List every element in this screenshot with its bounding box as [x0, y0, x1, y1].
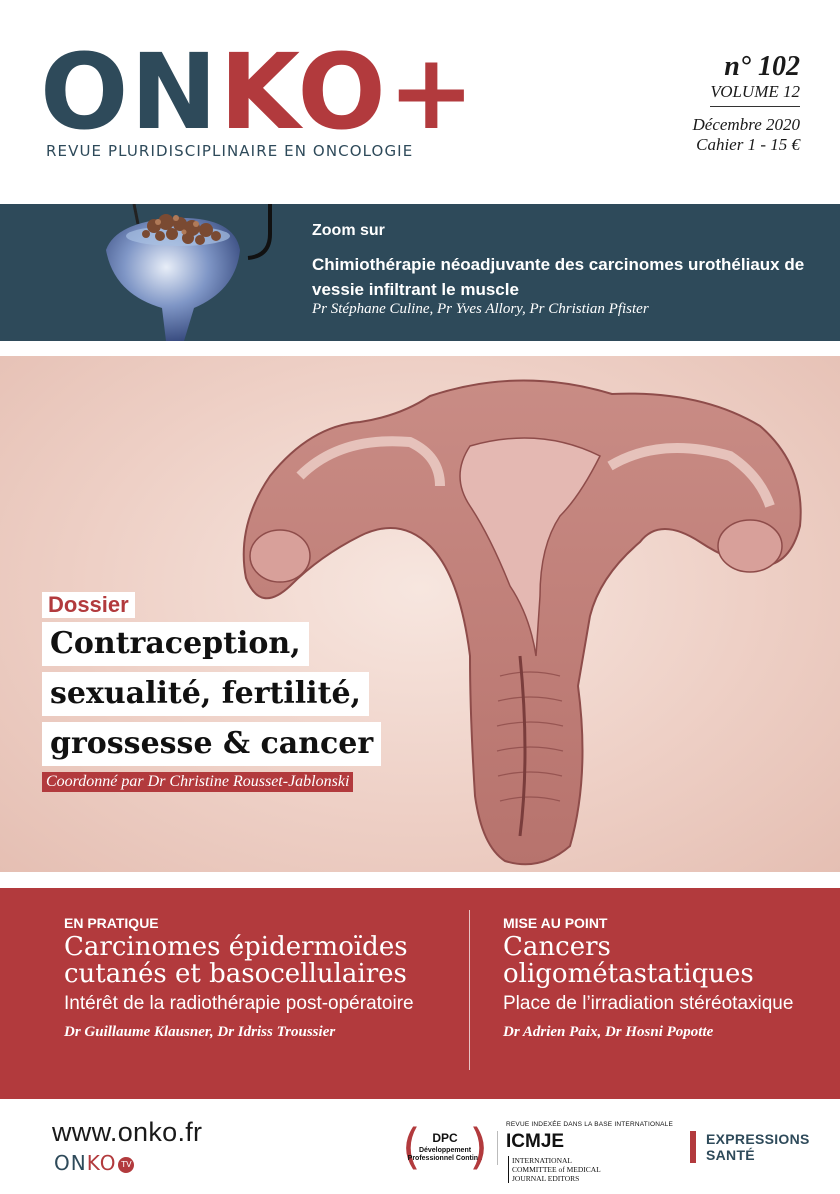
article-subtitle: Intérêt de la radiothérapie post-opératoire: [64, 993, 414, 1014]
dpc-subtitle: Développement Professionnel Continu: [407, 1147, 483, 1162]
cover-image: [0, 356, 840, 872]
dossier-block: [42, 592, 381, 792]
article-authors: Dr Guillaume Klausner, Dr Idriss Troussier: [64, 1024, 336, 1040]
issue-price: Cahier 1 - 15 €: [696, 135, 800, 154]
article-subtitle: Place de l’irradiation stéréotaxique: [503, 993, 794, 1014]
logo-plus: +: [387, 31, 477, 153]
tv-badge-icon: TV: [118, 1157, 134, 1173]
column-divider: [469, 910, 470, 1070]
icmje-logo: [506, 1121, 676, 1183]
issue-number: n° 102: [724, 51, 800, 82]
onkotv-on: ON: [54, 1151, 87, 1175]
website-link[interactable]: www.onko.fr: [52, 1117, 203, 1147]
onko-tv-logo[interactable]: [54, 1151, 134, 1175]
dossier-title-line-2[interactable]: sexualité, fertilité,: [42, 672, 369, 716]
issue-date: Décembre 2020: [692, 115, 800, 134]
zoom-title[interactable]: Chimiothérapie néoadjuvante des carcinomes urothéliaux de vessie infiltrant le muscle: [312, 255, 805, 299]
tagline: REVUE PLURIDISCIPLINAIRE EN ONCOLOGIE: [46, 142, 414, 160]
dossier-coordinator: Coordonné par Dr Christine Rousset-Jablonski: [42, 772, 353, 792]
article-kicker: MISE AU POINT: [503, 915, 608, 931]
dossier-title-line-1[interactable]: Contraception,: [42, 622, 309, 666]
paren-right-icon: ): [469, 1119, 488, 1175]
expressions-sante-logo: [690, 1131, 810, 1163]
onkotv-ko: KO: [86, 1151, 117, 1175]
article-authors: Dr Adrien Paix, Dr Hosni Popotte: [503, 1024, 714, 1040]
dpc-title: DPC: [432, 1131, 458, 1145]
articles-band: [0, 888, 840, 1099]
volume: VOLUME 12: [710, 82, 800, 107]
dpc-logo: [400, 1119, 490, 1179]
paren-left-icon: (: [402, 1119, 421, 1175]
zoom-banner: [0, 204, 840, 341]
logo-ko: KO: [219, 31, 388, 153]
zoom-kicker: Zoom sur: [312, 222, 385, 239]
issue-info: [693, 52, 800, 155]
article-en-pratique[interactable]: [64, 914, 456, 1041]
publisher-line-2: SANTÉ: [706, 1147, 755, 1163]
icmje-caption: REVUE INDEXÉE DANS LA BASE INTERNATIONALE: [506, 1121, 674, 1128]
dossier-tag: Dossier: [42, 592, 135, 618]
icmje-name: ICMJE: [506, 1131, 565, 1152]
logo-separator: [497, 1131, 498, 1165]
article-headline: Carcinomes épidermoïdes cutanés et basocellulaires: [64, 932, 408, 989]
article-mise-au-point[interactable]: [503, 914, 813, 1041]
article-headline: Cancers oligométastatiques: [503, 932, 754, 989]
article-kicker: EN PRATIQUE: [64, 915, 159, 931]
publisher-line-1: EXPRESSIONS: [706, 1131, 810, 1147]
icmje-org: INTERNATIONAL COMMITTEE of MEDICAL JOURNAL EDITORS: [508, 1156, 618, 1183]
dossier-title-line-3[interactable]: grossesse & cancer: [42, 722, 381, 766]
masthead: [0, 0, 840, 204]
logo-on: ON: [40, 31, 220, 153]
zoom-authors: Pr Stéphane Culine, Pr Yves Allory, Pr Christian Pfister: [312, 301, 649, 317]
bladder-illustration: [96, 204, 296, 341]
footer: [0, 1099, 840, 1194]
